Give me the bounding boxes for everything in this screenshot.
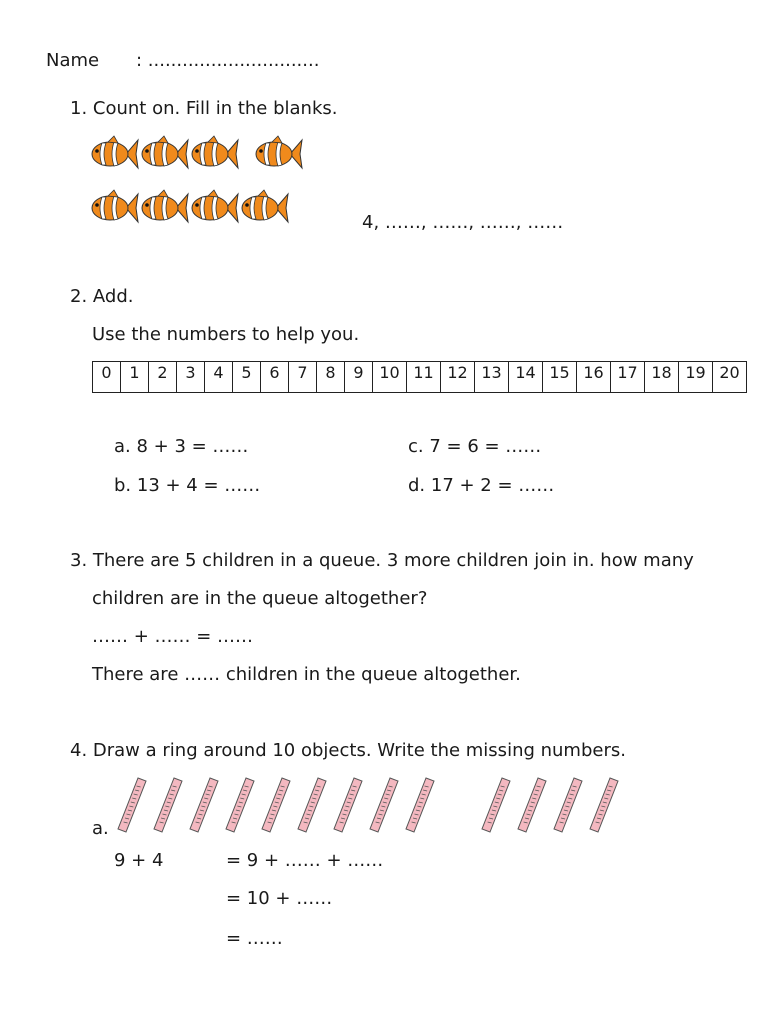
- number-line-cell: 17: [611, 362, 645, 393]
- number-line-cell: 15: [543, 362, 577, 393]
- q2-d[interactable]: d. 17 + 2 = ……: [408, 475, 555, 496]
- fish-icon: [190, 134, 240, 174]
- q3-answer[interactable]: There are …… children in the queue altogether.: [92, 664, 521, 685]
- number-line-cell: 2: [149, 362, 177, 393]
- ruler-icon[interactable]: [294, 776, 328, 834]
- ruler-objects[interactable]: [114, 776, 622, 834]
- q4-label-a: a.: [92, 818, 109, 839]
- ruler-icon[interactable]: [550, 776, 584, 834]
- ruler-icon[interactable]: [258, 776, 292, 834]
- name-label: Name: [46, 50, 100, 71]
- q3-equation[interactable]: …… + …… = ……: [92, 626, 254, 647]
- number-line-cell: 14: [509, 362, 543, 393]
- fish-icon: [254, 134, 304, 174]
- fish-icon: [140, 134, 190, 174]
- ruler-icon[interactable]: [514, 776, 548, 834]
- q1-sequence[interactable]: 4, ……, ……, ……, ……: [362, 212, 564, 233]
- q4-step1[interactable]: = 9 + …… + ……: [226, 850, 384, 871]
- number-line-cell: 6: [261, 362, 289, 393]
- q2-a[interactable]: a. 8 + 3 = ……: [114, 436, 249, 457]
- number-line-cell: 18: [645, 362, 679, 393]
- ruler-icon[interactable]: [478, 776, 512, 834]
- number-line-cell: 1: [121, 362, 149, 393]
- number-line: [92, 361, 747, 393]
- fish-icon: [90, 134, 140, 174]
- q3-line1: 3. There are 5 children in a queue. 3 more children join in. how many: [70, 550, 694, 571]
- q3-line2: children are in the queue altogether?: [92, 588, 428, 609]
- ruler-icon[interactable]: [366, 776, 400, 834]
- q4-step2[interactable]: = 10 + ……: [226, 888, 333, 909]
- number-line-cell: 4: [205, 362, 233, 393]
- fish-row-2: [90, 188, 290, 228]
- ruler-icon[interactable]: [586, 776, 620, 834]
- ruler-icon[interactable]: [150, 776, 184, 834]
- number-line-cell: 20: [713, 362, 747, 393]
- fish-icon: [140, 188, 190, 228]
- number-line-cell: 10: [373, 362, 407, 393]
- number-line-cell: 12: [441, 362, 475, 393]
- number-line-cell: 9: [345, 362, 373, 393]
- fish-icon: [190, 188, 240, 228]
- number-line-cell: 13: [475, 362, 509, 393]
- fish-icon: [90, 188, 140, 228]
- number-line-cell: 19: [679, 362, 713, 393]
- q2-title: 2. Add.: [70, 286, 134, 307]
- q2-b[interactable]: b. 13 + 4 = ……: [114, 475, 261, 496]
- fish-row-1: [90, 134, 304, 174]
- ruler-icon[interactable]: [114, 776, 148, 834]
- number-line-cell: 16: [577, 362, 611, 393]
- number-line-cell: 7: [289, 362, 317, 393]
- name-blank[interactable]: : ..............................: [136, 50, 320, 71]
- ruler-icon[interactable]: [330, 776, 364, 834]
- ruler-icon[interactable]: [186, 776, 220, 834]
- number-line-cell: 3: [177, 362, 205, 393]
- ruler-icon[interactable]: [222, 776, 256, 834]
- q2-c[interactable]: c. 7 = 6 = ……: [408, 436, 542, 457]
- number-line-cell: 5: [233, 362, 261, 393]
- q4-step3[interactable]: = ……: [226, 928, 283, 949]
- fish-icon: [240, 188, 290, 228]
- number-line-cell: 0: [93, 362, 121, 393]
- q2-hint: Use the numbers to help you.: [92, 324, 360, 345]
- number-line-cell: 8: [317, 362, 345, 393]
- number-line-cell: 11: [407, 362, 441, 393]
- q1-title: 1. Count on. Fill in the blanks.: [70, 98, 338, 119]
- q4-expression: 9 + 4: [114, 850, 164, 871]
- q4-title: 4. Draw a ring around 10 objects. Write the missing numbers.: [70, 740, 626, 761]
- ruler-icon[interactable]: [402, 776, 436, 834]
